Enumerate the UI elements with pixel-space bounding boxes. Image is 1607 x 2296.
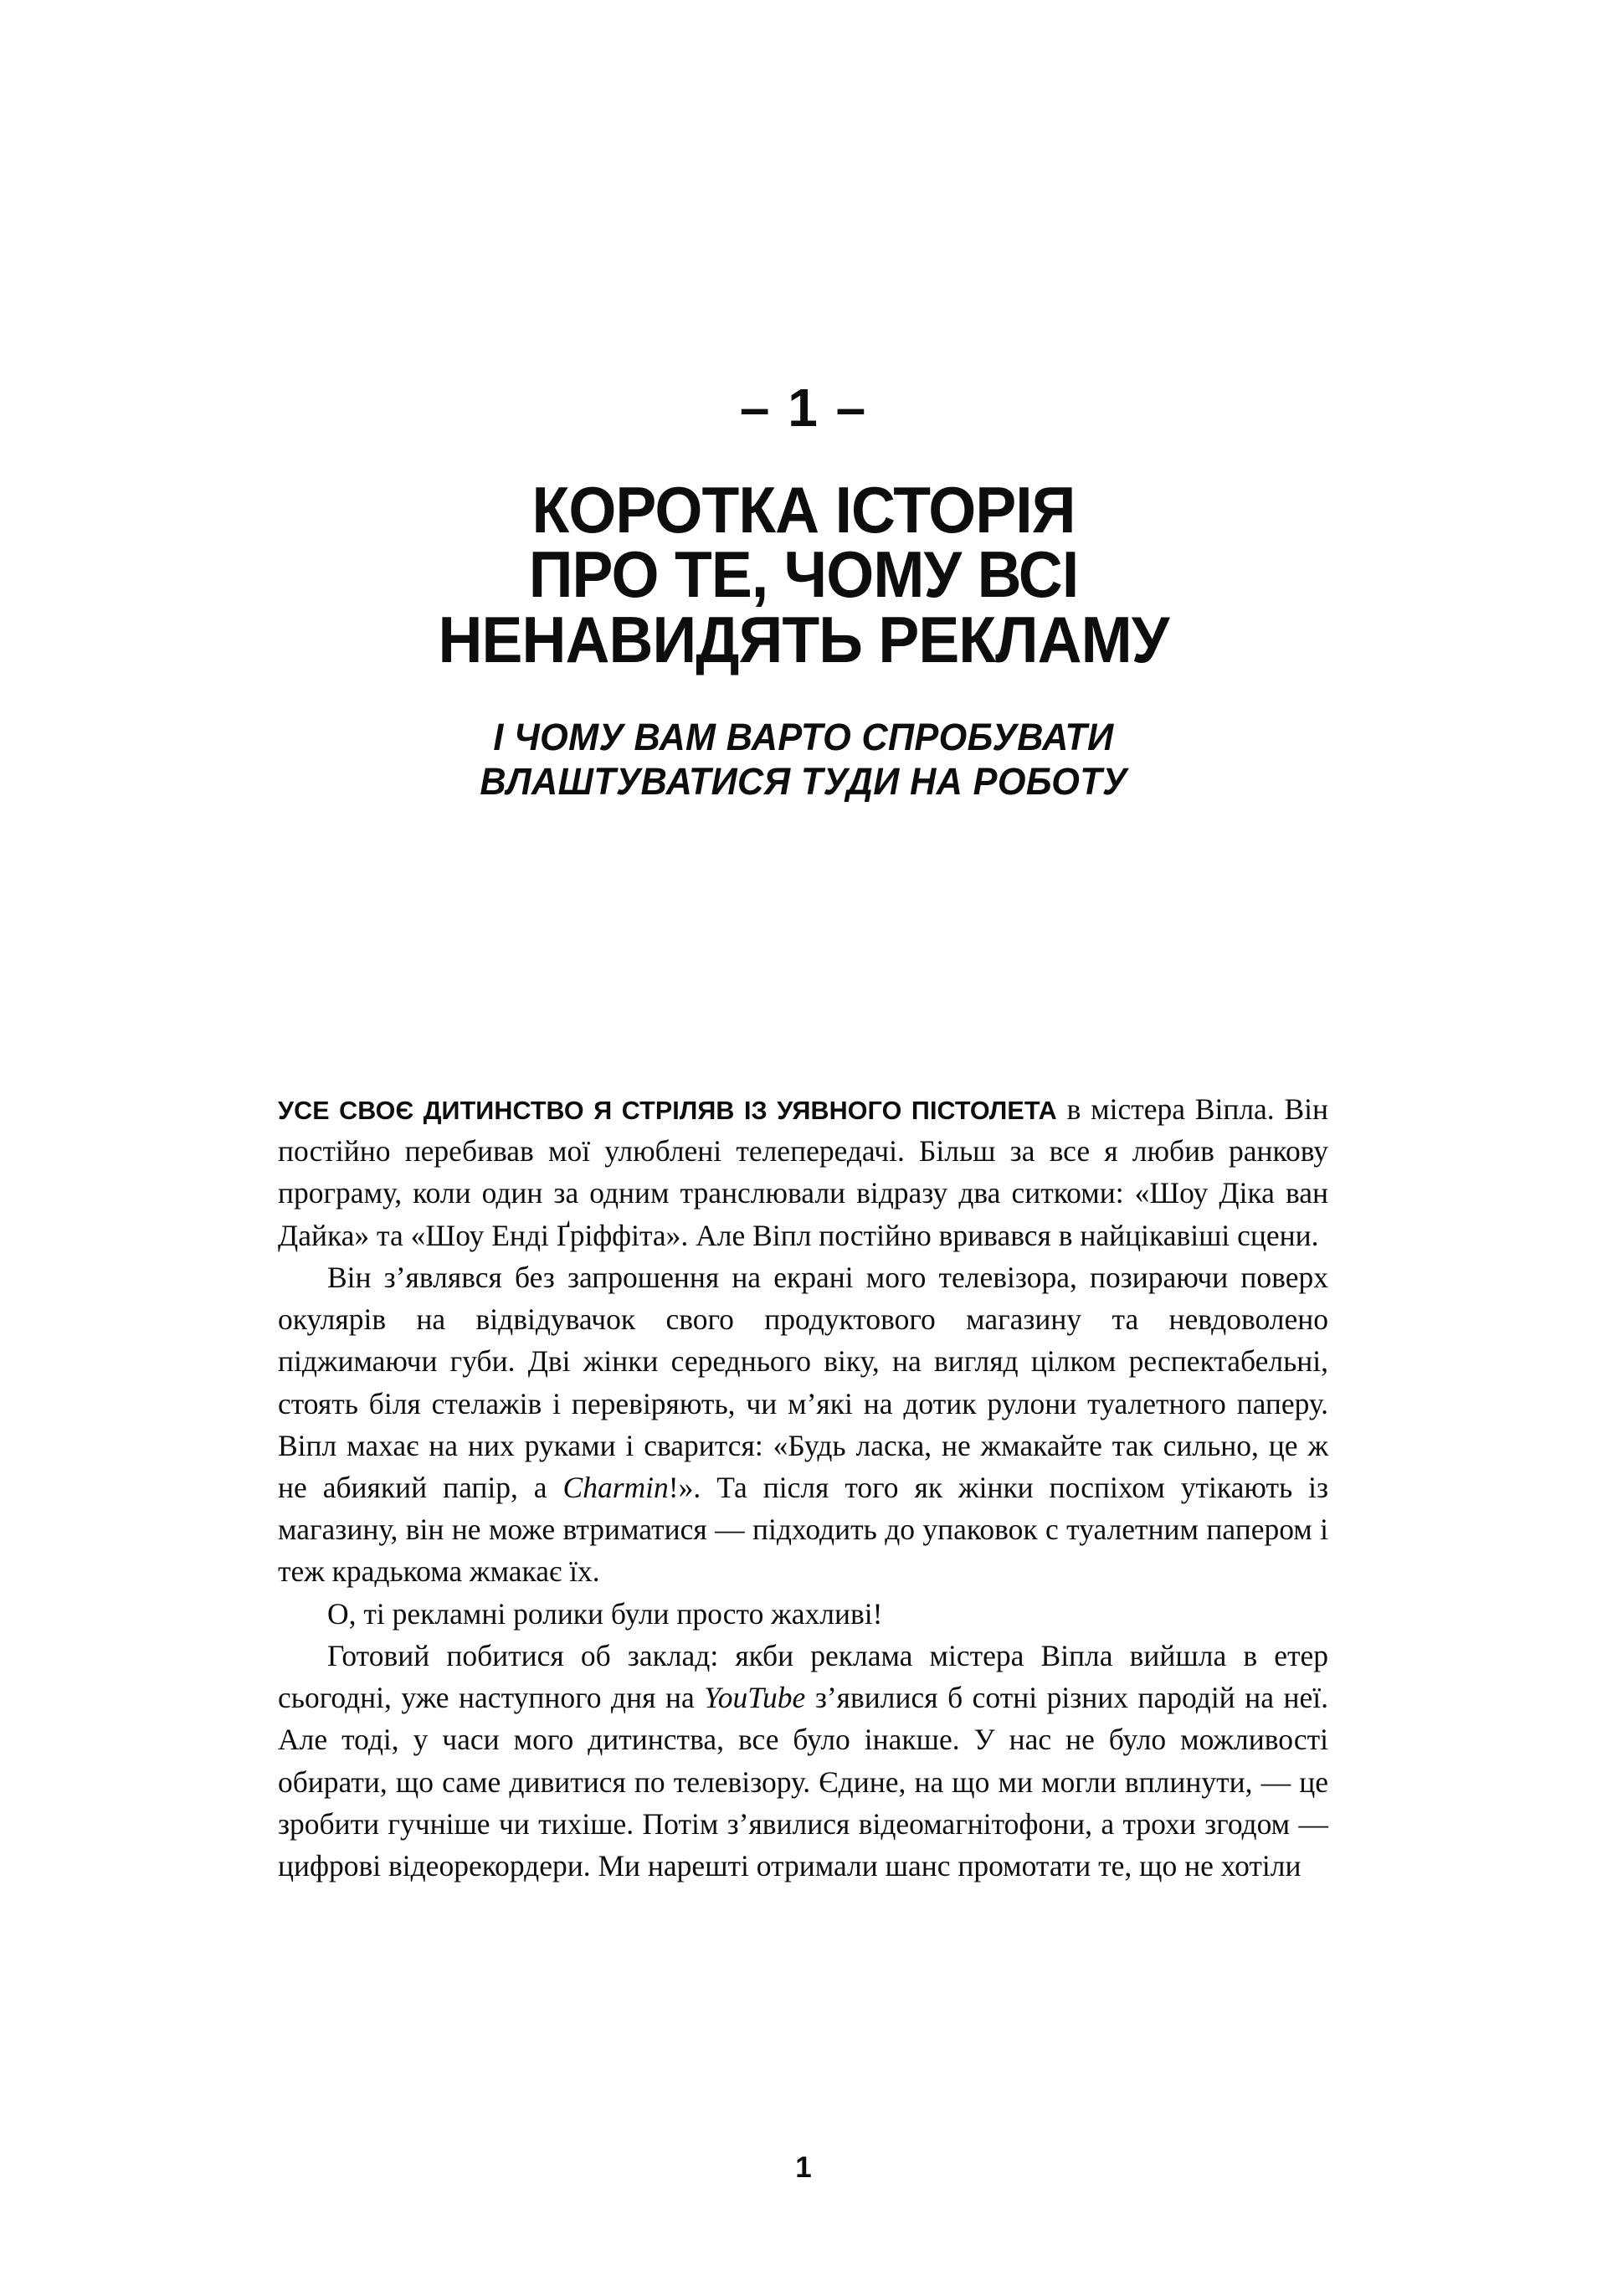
body-text — [278, 1088, 1328, 1887]
chapter-title-line-3: НЕНАВИДЯТЬ РЕКЛАМУ — [438, 602, 1169, 676]
paragraph-2 — [278, 1256, 1328, 1593]
paragraph-3: О, ті рекламні ролики були просто жахливі! — [327, 1596, 883, 1631]
chapter-title-line-2: ПРО ТЕ, ЧОМУ ВСІ — [528, 537, 1079, 612]
chapter-subtitle-line-2: ВЛАШТУВАТИСЯ ТУДИ НА РОБОТУ — [480, 759, 1127, 803]
brand-name-charmin: Charmin — [562, 1470, 669, 1504]
paragraph-2-part-b: !». Та після того як жінки поспіхом утікають із магазину, він не може втриматися — підходить до упаковок с туалетним папером і теж крадькома жмакає їх. — [278, 1470, 1328, 1589]
page-number: 1 — [795, 2151, 812, 2184]
chapter-header — [0, 378, 1607, 835]
paragraph-4 — [278, 1635, 1328, 1887]
paragraph-2-part-a: Він з’являвся без запрошення на екрані мого телевізора, позираючи поверх окулярів на відвідувачок свого продуктового магазину та невдоволено піджимаючи губи. Дві жінки середнього віку, на вигляд цілком респектабельні, стоять біля стелажів і перевіряють, чи м’які на дотик рулони туалетного паперу. Віпл махає на них руками і сварится: «Будь ласка, не жмакайте так сильно, це ж не абиякий папір, а — [278, 1260, 1328, 1504]
paragraph-4-part-a: Готовий побитися об заклад: якби реклама містера Віпла вийшла в етер сьогодні, уже наступного дня на — [278, 1638, 1328, 1715]
brand-name-youtube: YouTube — [704, 1681, 806, 1715]
chapter-number: – 1 – — [739, 378, 868, 438]
chapter-title-line-1: КОРОТКА ІСТОРІЯ — [531, 473, 1076, 547]
paragraph-1-rest: в містера Віпла. Він постійно перебивав мої улюблені телепередачі. Більш за все я любив ранкову програму, коли один за одним транслювали відразу два ситкоми: «Шоу Діка ван Дайка» та «Шоу Енді Ґріффіта». Але Віпл постійно вривався в найцікавіші сцени. — [278, 1092, 1328, 1252]
chapter-subtitle-line-1: І ЧОМУ ВАМ ВАРТО СПРОБУВАТИ — [493, 716, 1114, 759]
paragraph-4-part-b: з’явилися б сотні різних пародій на неї. Але тоді, у часи мого дитинства, все було інакше. У нас не було можливості обирати, що саме дивитися по телевізору. Єдине, на що ми могли вплинути, — це зробити гучніше чи тихіше. Потім з’явилися відеомагнітофони, а трохи згодом — цифрові відеорекордери. Ми нарешті отримали шанс промотати те, що не хотіли — [278, 1681, 1328, 1883]
paragraph-1 — [278, 1088, 1328, 1256]
lead-in-text: УСЕ СВОЄ ДИТИНСТВО Я СТРІЛЯВ ІЗ УЯВНОГО ПІСТОЛЕТА — [278, 1097, 1057, 1125]
chapter-subtitle — [32, 716, 1574, 804]
page-title — [49, 473, 1559, 676]
